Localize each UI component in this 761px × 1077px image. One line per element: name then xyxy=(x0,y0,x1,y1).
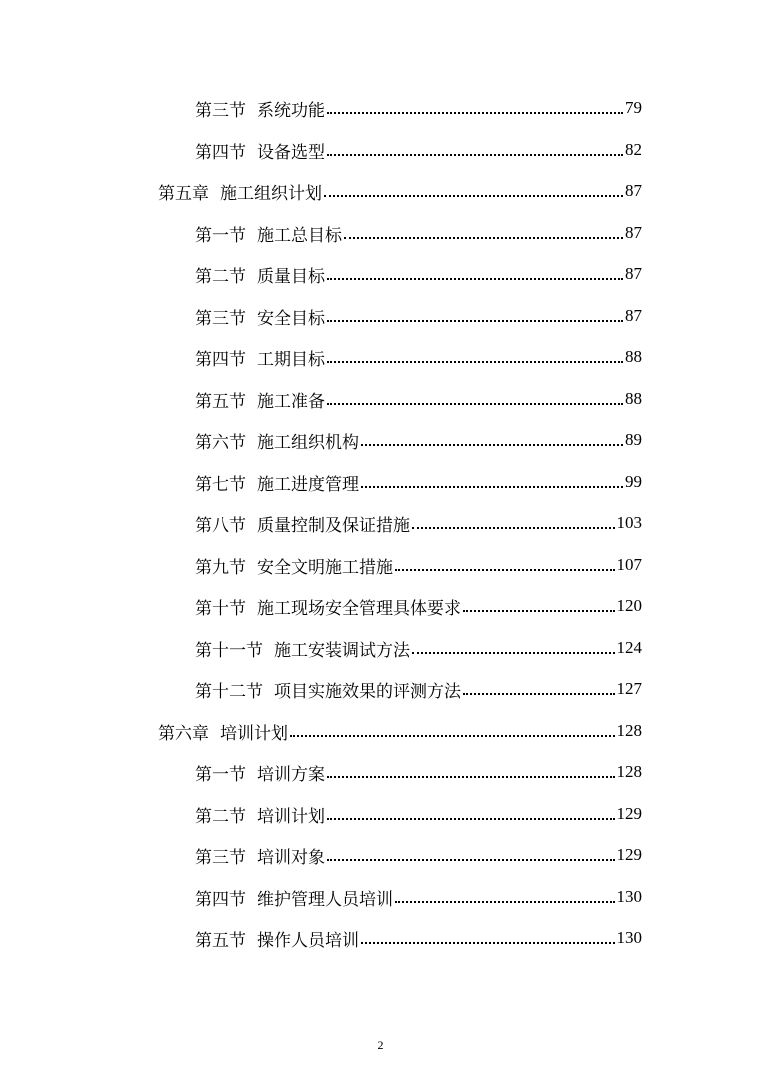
toc-entry-title: 培训对象 xyxy=(257,847,325,868)
toc-dot-leader xyxy=(327,403,623,405)
toc-entry-title: 系统功能 xyxy=(257,100,325,121)
toc-entry-prefix: 第四节 xyxy=(195,349,246,370)
toc-entry-prefix: 第八节 xyxy=(195,515,246,536)
toc-entry-page: 88 xyxy=(625,347,642,366)
toc-dot-leader xyxy=(290,735,615,737)
toc-entry-title: 质量控制及保证措施 xyxy=(257,515,410,536)
toc-dot-leader xyxy=(327,361,623,363)
toc-dot-leader xyxy=(327,776,615,778)
toc-entry-page: 87 xyxy=(625,264,642,283)
toc-dot-leader xyxy=(395,901,615,903)
toc-entry-prefix: 第五章 xyxy=(158,183,209,204)
toc-entry[interactable] xyxy=(195,467,642,497)
toc-dot-leader xyxy=(327,818,615,820)
toc-entry-title: 设备选型 xyxy=(257,142,325,163)
toc-entry-title: 施工进度管理 xyxy=(257,474,359,495)
toc-entry[interactable] xyxy=(195,633,642,663)
toc-entry-prefix: 第七节 xyxy=(195,474,246,495)
toc-entry-page: 87 xyxy=(625,223,642,242)
toc-dot-leader xyxy=(412,527,615,529)
toc-entry-page: 89 xyxy=(625,430,642,449)
toc-entry-prefix: 第二节 xyxy=(195,266,246,287)
toc-entry-page: 124 xyxy=(616,638,642,657)
toc-dot-leader xyxy=(412,652,615,654)
toc-entry-prefix: 第十一节 xyxy=(195,640,263,661)
toc-entry-title: 项目实施效果的评测方法 xyxy=(274,681,461,702)
toc-dot-leader xyxy=(327,859,615,861)
toc-entry-title: 工期目标 xyxy=(257,349,325,370)
toc-entry-page: 107 xyxy=(616,555,642,574)
toc-entry-title: 培训计划 xyxy=(257,806,325,827)
toc-entry-page: 129 xyxy=(616,804,642,823)
toc-entry-title: 施工总目标 xyxy=(257,225,342,246)
toc-dot-leader xyxy=(361,942,615,944)
toc-dot-leader xyxy=(361,486,623,488)
toc-dot-leader xyxy=(463,693,615,695)
toc-entry-page: 87 xyxy=(625,306,642,325)
toc-entry-prefix: 第五节 xyxy=(195,930,246,951)
toc-entry-prefix: 第三节 xyxy=(195,308,246,329)
toc-entry-title: 施工现场安全管理具体要求 xyxy=(257,598,461,619)
toc-entry[interactable] xyxy=(195,259,642,289)
toc-dot-leader xyxy=(327,154,623,156)
toc-entry-page: 129 xyxy=(616,845,642,864)
toc-entry-prefix: 第三节 xyxy=(195,847,246,868)
toc-entry-prefix: 第一节 xyxy=(195,225,246,246)
toc-dot-leader xyxy=(327,278,623,280)
toc-dot-leader xyxy=(344,237,623,239)
toc-dot-leader xyxy=(463,610,615,612)
toc-entry-prefix: 第四节 xyxy=(195,142,246,163)
toc-entry[interactable] xyxy=(195,93,642,123)
toc-entry-prefix: 第九节 xyxy=(195,557,246,578)
page-number: 2 xyxy=(377,1038,384,1052)
toc-dot-leader xyxy=(327,320,623,322)
toc-entry-prefix: 第十节 xyxy=(195,598,246,619)
toc-entry-page: 127 xyxy=(616,679,642,698)
toc-entry[interactable] xyxy=(195,550,642,580)
toc-entry-title: 质量目标 xyxy=(257,266,325,287)
toc-entry-prefix: 第一节 xyxy=(195,764,246,785)
toc-entry[interactable] xyxy=(195,384,642,414)
toc-entry-page: 128 xyxy=(616,721,642,740)
toc-chapter-entry[interactable] xyxy=(158,716,642,746)
toc-entry[interactable] xyxy=(195,301,642,331)
toc-entry-page: 130 xyxy=(616,887,642,906)
toc-dot-leader xyxy=(324,195,623,197)
toc-entry[interactable] xyxy=(195,882,642,912)
toc-entry[interactable] xyxy=(195,591,642,621)
toc-entry-page: 82 xyxy=(625,140,642,159)
toc-dot-leader xyxy=(327,112,623,114)
toc-entry-page: 99 xyxy=(625,472,642,491)
toc-entry-page: 128 xyxy=(616,762,642,781)
toc-entry-prefix: 第二节 xyxy=(195,806,246,827)
toc-entry-page: 103 xyxy=(616,513,642,532)
toc-entry-title: 安全目标 xyxy=(257,308,325,329)
toc-entry[interactable] xyxy=(195,218,642,248)
toc-entry-prefix: 第三节 xyxy=(195,100,246,121)
toc-entry[interactable] xyxy=(195,923,642,953)
toc-entry-title: 维护管理人员培训 xyxy=(257,889,393,910)
toc-entry-title: 施工安装调试方法 xyxy=(274,640,410,661)
toc-entry-page: 87 xyxy=(625,181,642,200)
toc-entry-prefix: 第六节 xyxy=(195,432,246,453)
toc-entry-page: 79 xyxy=(625,98,642,117)
toc-entry[interactable] xyxy=(195,757,642,787)
toc-dot-leader xyxy=(395,569,615,571)
toc-entry[interactable] xyxy=(195,425,642,455)
toc-entry-prefix: 第十二节 xyxy=(195,681,263,702)
toc-entry-title: 施工组织机构 xyxy=(257,432,359,453)
toc-entry-prefix: 第四节 xyxy=(195,889,246,910)
toc-entry-title: 安全文明施工措施 xyxy=(257,557,393,578)
toc-entry[interactable] xyxy=(195,342,642,372)
toc-entry-title: 操作人员培训 xyxy=(257,930,359,951)
toc-chapter-entry[interactable] xyxy=(158,176,642,206)
toc-dot-leader xyxy=(361,444,623,446)
toc-entry-title: 培训计划 xyxy=(220,723,288,744)
toc-entry[interactable] xyxy=(195,674,642,704)
toc-entry[interactable] xyxy=(195,799,642,829)
toc-entry[interactable] xyxy=(195,508,642,538)
toc-entry-title: 施工准备 xyxy=(257,391,325,412)
toc-entry-prefix: 第六章 xyxy=(158,723,209,744)
toc-entry-title: 培训方案 xyxy=(257,764,325,785)
toc-entry[interactable] xyxy=(195,135,642,165)
toc-entry-title: 施工组织计划 xyxy=(220,183,322,204)
toc-entry-prefix: 第五节 xyxy=(195,391,246,412)
toc-entry[interactable] xyxy=(195,840,642,870)
toc-entry-page: 120 xyxy=(616,596,642,615)
toc-entry-page: 130 xyxy=(616,928,642,947)
toc-entry-page: 88 xyxy=(625,389,642,408)
